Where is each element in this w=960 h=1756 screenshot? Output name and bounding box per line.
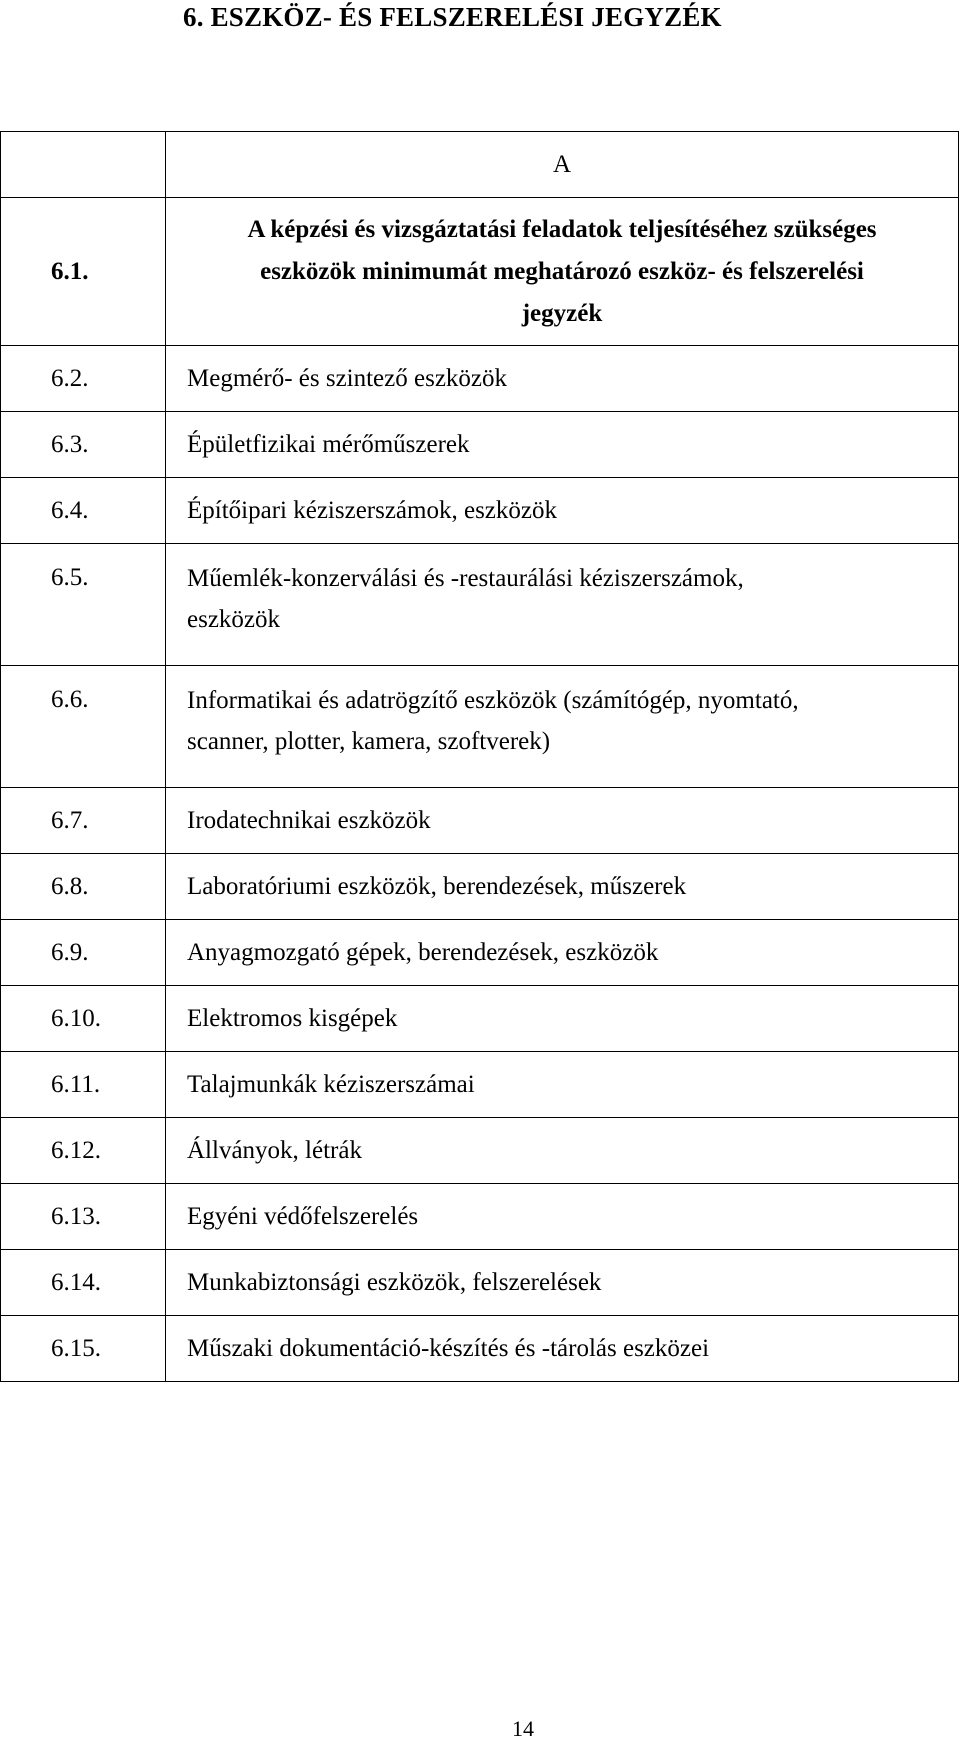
row-number: 6.4. (1, 478, 166, 544)
row-text: Laboratóriumi eszközök, berendezések, műszerek (166, 854, 959, 920)
equipment-table (0, 131, 959, 1382)
page-number: 14 (512, 1716, 534, 1741)
row-text: Munkabiztonsági eszközök, felszerelések (166, 1250, 959, 1316)
row-text (166, 666, 959, 788)
row-text: Talajmunkák kéziszerszámai (166, 1052, 959, 1118)
row-text: Anyagmozgató gépek, berendezések, eszközök (166, 920, 959, 986)
row-number: 6.1. (1, 198, 166, 346)
table-row (1, 788, 959, 854)
row-number: 6.15. (1, 1316, 166, 1382)
table-row (1, 412, 959, 478)
row-number: 6.9. (1, 920, 166, 986)
row-number: 6.11. (1, 1052, 166, 1118)
row-text: Műszaki dokumentáció-készítés és -tárolás eszközei (166, 1316, 959, 1382)
row-number: 6.8. (1, 854, 166, 920)
table-header-row (1, 132, 959, 198)
row-text (166, 544, 959, 666)
table-row (1, 854, 959, 920)
header-empty-cell (1, 132, 166, 198)
page-title: 6. ESZKÖZ- ÉS FELSZERELÉSI JEGYZÉK (183, 2, 722, 32)
row-number: 6.3. (1, 412, 166, 478)
table-row (1, 1118, 959, 1184)
heading-line: jegyzék (521, 299, 603, 327)
row-text: Állványok, létrák (166, 1118, 959, 1184)
row-number: 6.5. (1, 544, 166, 666)
table-row (1, 1316, 959, 1382)
row-number: 6.10. (1, 986, 166, 1052)
table-row (1, 544, 959, 666)
row-text: Irodatechnikai eszközök (166, 788, 959, 854)
row-number: 6.13. (1, 1184, 166, 1250)
table-row (1, 666, 959, 788)
table-row (1, 1250, 959, 1316)
table-row-6-1 (1, 198, 959, 346)
heading-line: A képzési és vizsgáztatási feladatok teljesítéséhez szükséges (247, 215, 877, 243)
row-number: 6.2. (1, 346, 166, 412)
table-row (1, 920, 959, 986)
column-header-a: A (166, 132, 959, 198)
row-heading-text (166, 198, 959, 346)
row-number: 6.6. (1, 666, 166, 788)
table-row (1, 1184, 959, 1250)
table-row (1, 478, 959, 544)
row-text-line: scanner, plotter, kamera, szoftverek) (187, 728, 551, 755)
row-text-line: Műemlék-konzerválási és -restaurálási kéziszerszámok, (187, 565, 744, 592)
table-row (1, 1052, 959, 1118)
row-text: Épületfizikai mérőműszerek (166, 412, 959, 478)
row-text-line: Informatikai és adatrögzítő eszközök (számítógép, nyomtató, (187, 687, 799, 714)
row-text: Építőipari kéziszerszámok, eszközök (166, 478, 959, 544)
row-text: Egyéni védőfelszerelés (166, 1184, 959, 1250)
row-text-line: eszközök (187, 606, 281, 633)
row-number: 6.14. (1, 1250, 166, 1316)
table-row (1, 346, 959, 412)
row-text: Elektromos kisgépek (166, 986, 959, 1052)
table-row (1, 986, 959, 1052)
row-text: Megmérő- és szintező eszközök (166, 346, 959, 412)
row-number: 6.12. (1, 1118, 166, 1184)
row-number: 6.7. (1, 788, 166, 854)
heading-line: eszközök minimumát meghatározó eszköz- és felszerelési (260, 257, 864, 285)
